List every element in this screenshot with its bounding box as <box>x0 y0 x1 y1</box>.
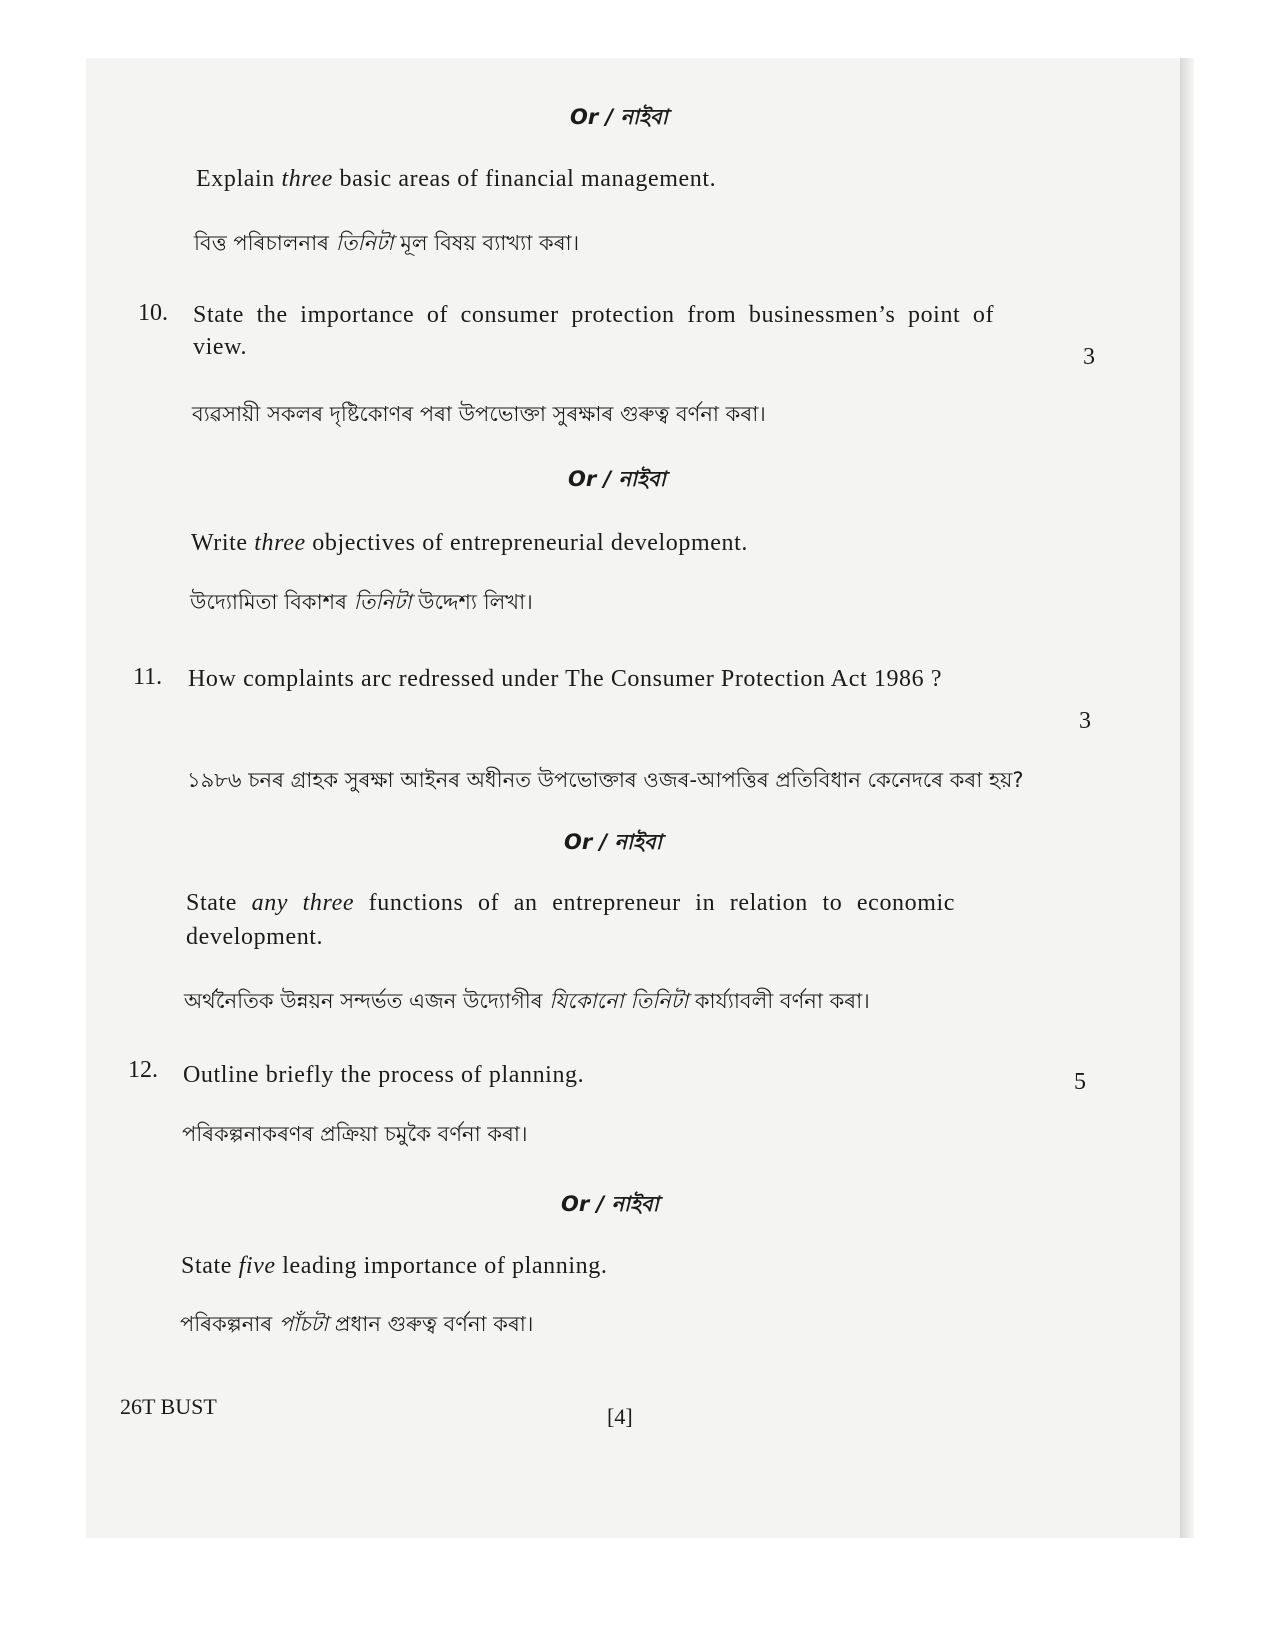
q10-assamese: ব্যৱসায়ী সকলৰ দৃষ্টিকোণৰ পৰা উপভোক্তা সুৰক্ষাৰ গুৰুত্ব বৰ্ণনা কৰা। <box>192 402 766 426</box>
or-separator: Or / নাইবা <box>568 467 666 491</box>
q10-alt-english: Write three objectives of entrepreneurial development. <box>191 530 748 556</box>
q11-english: How complaints arc redressed under The Consumer Protection Act 1986 ? <box>188 666 943 692</box>
q11-alt-english: State any three functions of an entrepreneur in relation to economic <box>186 890 956 916</box>
question-number: 11. <box>133 664 163 690</box>
q9-alt-assamese: বিত্ত পৰিচালনাৰ তিনিটা মূল বিষয় ব্যাখ্যা কৰা। <box>194 231 580 255</box>
q11-marks: 3 <box>1079 708 1091 734</box>
q12-english: Outline briefly the process of planning. <box>183 1062 585 1088</box>
q12-marks: 5 <box>1074 1069 1086 1095</box>
q12-alt-english: State five leading importance of planning. <box>181 1253 608 1279</box>
q10-marks: 3 <box>1083 344 1095 370</box>
or-separator: Or / নাইবা <box>564 830 662 854</box>
q11-alt-assamese: অৰ্থনৈতিক উন্নয়ন সন্দৰ্ভত এজন উদ্যোগীৰ যিকোনো তিনিটা কাৰ্য্যাবলী বৰ্ণনা কৰা। <box>184 989 870 1013</box>
question-number: 10. <box>138 300 168 326</box>
q12-assamese: পৰিকল্পনাকৰণৰ প্ৰক্ৰিয়া চমুকৈ বৰ্ণনা কৰা। <box>182 1122 528 1146</box>
or-separator: Or / নাইবা <box>570 105 668 129</box>
q11-assamese: ১৯৮৬ চনৰ গ্ৰাহক সুৰক্ষা আইনৰ অধীনত উপভোক্তাৰ ওজৰ-আপত্তিৰ প্ৰতিবিধান কেনেদৰে কৰা হয়? <box>187 768 1024 792</box>
or-separator: Or / নাইবা <box>561 1192 659 1216</box>
q10-alt-assamese: উদ্যোমিতা বিকাশৰ তিনিটা উদ্দেশ্য লিখা। <box>190 590 533 614</box>
page-number: [4] <box>607 1404 633 1429</box>
q12-alt-assamese: পৰিকল্পনাৰ পাঁচটা প্ৰধান গুৰুত্ব বৰ্ণনা কৰা। <box>180 1312 534 1336</box>
q10-english: State the importance of consumer protection from businessmen’s point of <box>193 302 995 328</box>
q9-alt-english: Explain three basic areas of financial management. <box>196 166 717 192</box>
q11-alt-english-cont: development. <box>186 924 324 950</box>
q10-english-cont: view. <box>193 334 248 360</box>
paper-code: 26T BUST <box>120 1394 217 1419</box>
question-number: 12. <box>128 1057 158 1083</box>
